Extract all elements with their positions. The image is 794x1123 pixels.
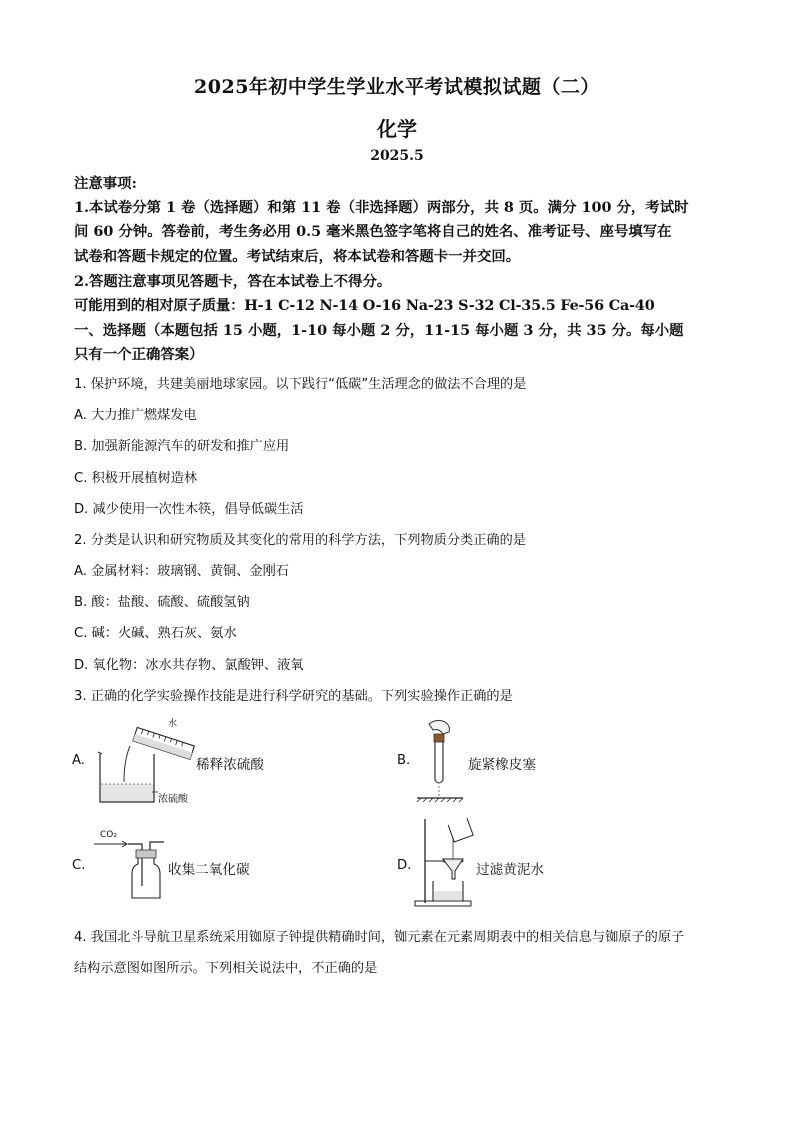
atomic-masses: 可能用到的相对原子质量：H-1 C-12 N-14 O-16 Na-23 S-32 Cl-35.5 Fe-56 Ca-40 <box>74 297 655 314</box>
gas-collection-illustration <box>92 836 172 900</box>
q3-option-a-caption: 稀释浓硫酸 <box>196 757 264 773</box>
section-heading-line-1: 一、选择题（本题包括 15 小题，1-10 每小题 2 分，11-15 每小题 3 分，共 35 分。每小题 <box>74 322 684 339</box>
q3-option-c-caption: 收集二氧化碳 <box>168 862 250 878</box>
exam-date: 2025.5 <box>370 148 424 164</box>
q3-option-b-caption: 旋紧橡皮塞 <box>468 757 536 773</box>
filtration-illustration <box>413 815 475 909</box>
co2-label: CO₂ <box>100 830 117 840</box>
q1-option-d: D. 减少使用一次性木筷，倡导低碳生活 <box>74 502 304 517</box>
q4-stem-line-2: 结构示意图如图所示。下列相关说法中，不正确的是 <box>74 961 378 976</box>
notice-line-3: 试卷和答题卡规定的位置。考试结束后，将本试卷和答题卡一并交回。 <box>74 248 521 265</box>
q1-option-b: B. 加强新能源汽车的研发和推广应用 <box>74 439 290 454</box>
q3-option-d-letter: D. <box>397 858 412 873</box>
notice-line-4: 2.答题注意事项见答题卡，答在本试卷上不得分。 <box>74 273 392 290</box>
q1-option-a: A. 大力推广燃煤发电 <box>74 408 197 423</box>
q3-option-c-letter: C. <box>72 858 86 873</box>
test-tube-stopper-illustration <box>415 718 465 802</box>
q3-option-d-caption: 过滤黄泥水 <box>476 862 544 878</box>
section-heading-line-2: 只有一个正确答案） <box>74 346 204 363</box>
exam-title: 2025年初中学生学业水平考试模拟试题（二） <box>194 76 600 98</box>
notice-line-2: 间 60 分钟。答卷前，考生务必用 0.5 毫米黑色签字笔将自己的姓名、准考证号、座号填写在 <box>74 223 672 240</box>
q1-option-c: C. 积极开展植树造林 <box>74 471 198 486</box>
q3-option-a-letter: A. <box>72 753 85 768</box>
q3-option-b-letter: B. <box>397 753 411 768</box>
conc-acid-label: 浓硫酸 <box>158 794 188 805</box>
q1-stem: 1. 保护环境，共建美丽地球家园。以下践行“低碳”生活理念的做法不合理的是 <box>74 377 527 392</box>
q2-option-d: D. 氧化物：冰水共存物、氯酸钾、液氧 <box>74 658 304 673</box>
notice-line-1: 1.本试卷分第 1 卷（选择题）和第 11 卷（非选择题）两部分，共 8 页。满分 100 分，考试时 <box>74 199 689 216</box>
q4-stem-line-1: 4. 我国北斗导航卫星系统采用铷原子钟提供精确时间，铷元素在元素周期表中的相关信息与铷原子的原子 <box>74 930 685 945</box>
q2-option-b: B. 酸：盐酸、硫酸、硫酸氢钠 <box>74 595 250 610</box>
notice-heading: 注意事项: <box>74 175 137 192</box>
q2-stem: 2. 分类是认识和研究物质及其变化的常用的科学方法，下列物质分类正确的是 <box>74 533 526 548</box>
q3-stem: 3. 正确的化学实验操作技能是进行科学研究的基础。下列实验操作正确的是 <box>74 689 513 704</box>
water-label: 水 <box>168 719 178 729</box>
subject-title: 化学 <box>377 117 417 141</box>
q2-option-a: A. 金属材料：玻璃钢、黄铜、金刚石 <box>74 564 289 579</box>
q2-option-c: C. 碱：火碱、熟石灰、氨水 <box>74 626 237 641</box>
